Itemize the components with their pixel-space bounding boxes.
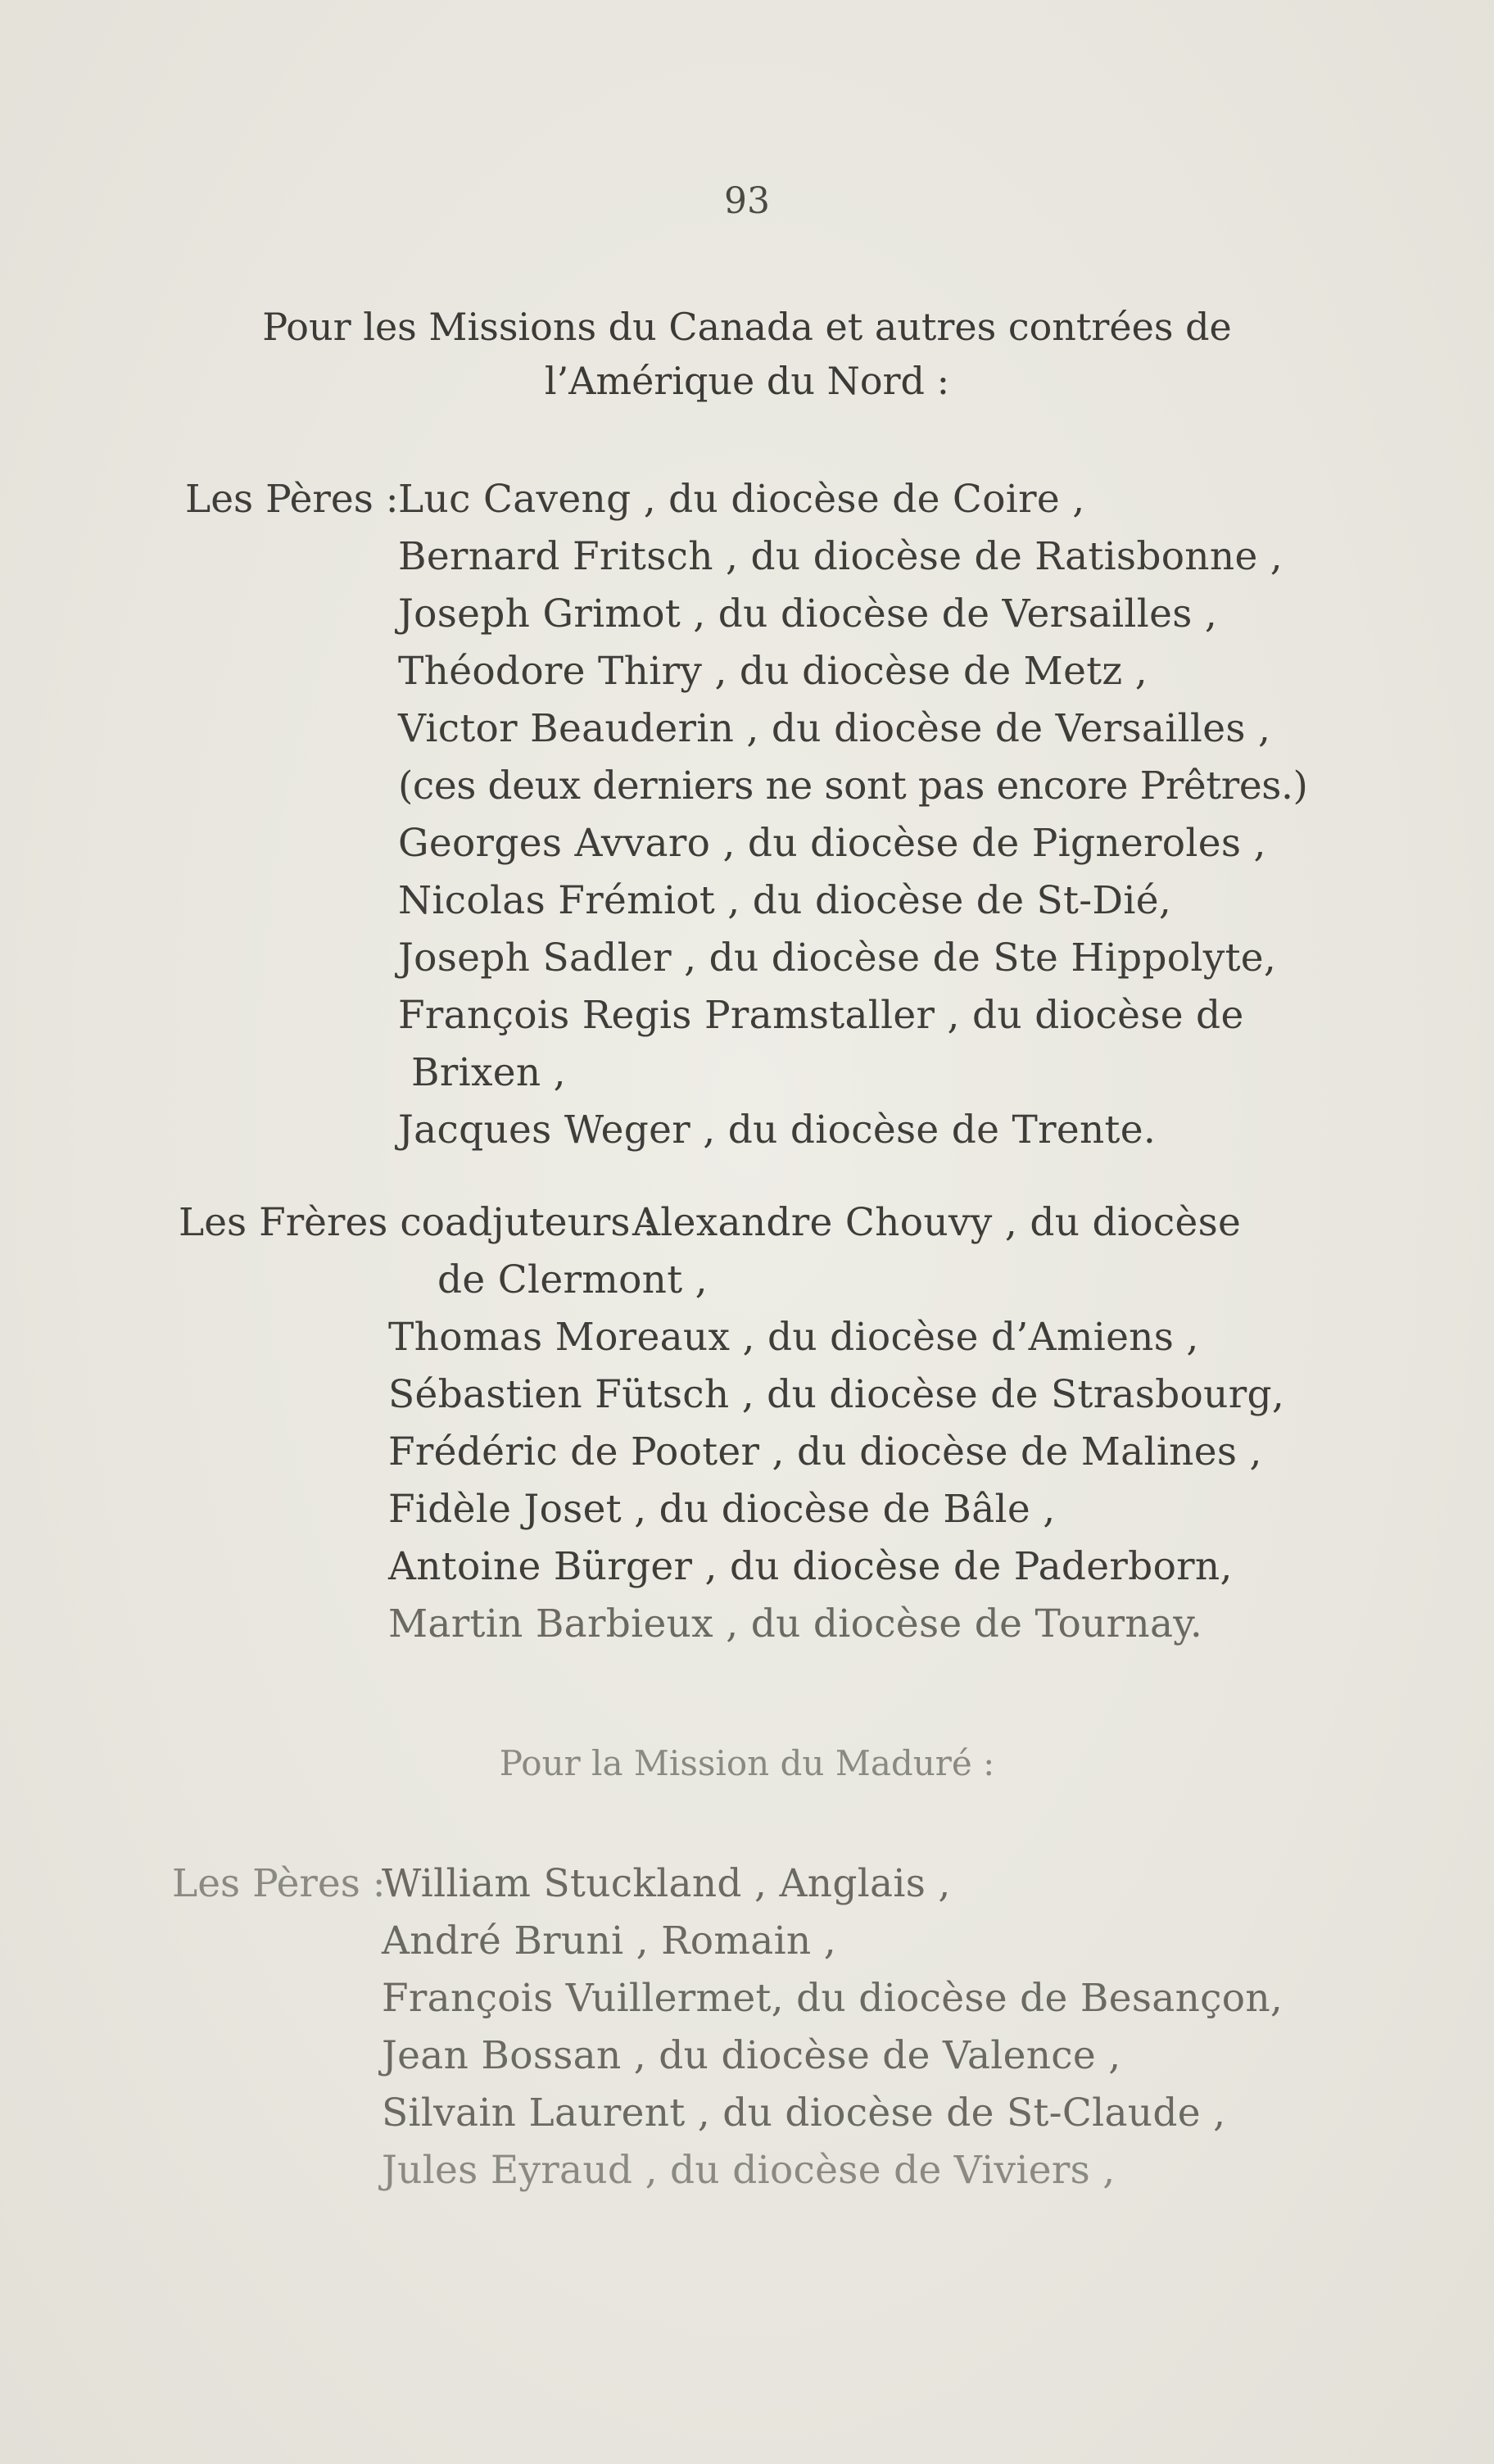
madure-pere-line: André Bruni , Romain , — [382, 1918, 836, 1964]
canada-frere-line: Frédéric de Pooter , du diocèse de Malines , — [388, 1429, 1262, 1474]
canada-freres-label: Les Frères coadjuteurs : — [179, 1200, 656, 1245]
canada-pere-line: Victor Beauderin , du diocèse de Versailles , — [398, 706, 1271, 751]
madure-pere-line: Jules Eyraud , du diocèse de Viviers , — [382, 2148, 1116, 2193]
canada-frere-line: Alexandre Chouvy , du diocèse — [632, 1200, 1242, 1245]
page-number: 93 — [724, 180, 770, 222]
canada-pere-line: Luc Caveng , du diocèse de Coire , — [398, 477, 1085, 522]
madure-pere-line: Jean Bossan , du diocèse de Valence , — [382, 2033, 1121, 2078]
canada-pere-line: Joseph Grimot , du diocèse de Versailles , — [398, 591, 1218, 636]
canada-pere-note: (ces deux derniers ne sont pas encore Prêtres.) — [398, 763, 1308, 808]
madure-pere-line: Silvain Laurent , du diocèse de St-Claude , — [382, 2090, 1226, 2136]
canada-frere-line: Martin Barbieux , du diocèse de Tournay. — [388, 1601, 1203, 1646]
canada-heading-line2: l’Amérique du Nord : — [544, 359, 950, 403]
canada-pere-line: Joseph Sadler , du diocèse de Ste Hippolyte, — [398, 935, 1277, 981]
canada-pere-line: François Regis Pramstaller , du diocèse de — [398, 993, 1244, 1038]
canada-heading-line1: Pour les Missions du Canada et autres contrées de — [262, 305, 1232, 349]
canada-pere-line: Brixen , — [411, 1050, 566, 1095]
canada-frere-line: de Clermont , — [437, 1257, 708, 1302]
canada-pere-line: Bernard Fritsch , du diocèse de Ratisbonne , — [398, 534, 1283, 579]
canada-pere-line: Jacques Weger , du diocèse de Trente. — [398, 1107, 1157, 1153]
madure-heading: Pour la Mission du Maduré : — [499, 1743, 995, 1783]
canada-frere-line: Thomas Moreaux , du diocèse d’Amiens , — [388, 1315, 1199, 1360]
canada-frere-line: Sébastien Fütsch , du diocèse de Strasbourg, — [388, 1372, 1285, 1417]
canada-pere-line: Nicolas Frémiot , du diocèse de St-Dié, — [398, 878, 1172, 923]
canada-peres-label: Les Pères : — [185, 477, 399, 522]
canada-pere-line: Georges Avvaro , du diocèse de Pigneroles , — [398, 821, 1266, 866]
canada-frere-line: Fidèle Joset , du diocèse de Bâle , — [388, 1487, 1056, 1532]
canada-pere-line: Théodore Thiry , du diocèse de Metz , — [398, 649, 1148, 694]
madure-pere-line: William Stuckland , Anglais , — [382, 1861, 951, 1906]
madure-peres-label: Les Pères : — [172, 1861, 386, 1906]
madure-pere-line: François Vuillermet, du diocèse de Besançon, — [382, 1976, 1283, 2021]
canada-frere-line: Antoine Bürger , du diocèse de Paderborn, — [388, 1544, 1233, 1589]
